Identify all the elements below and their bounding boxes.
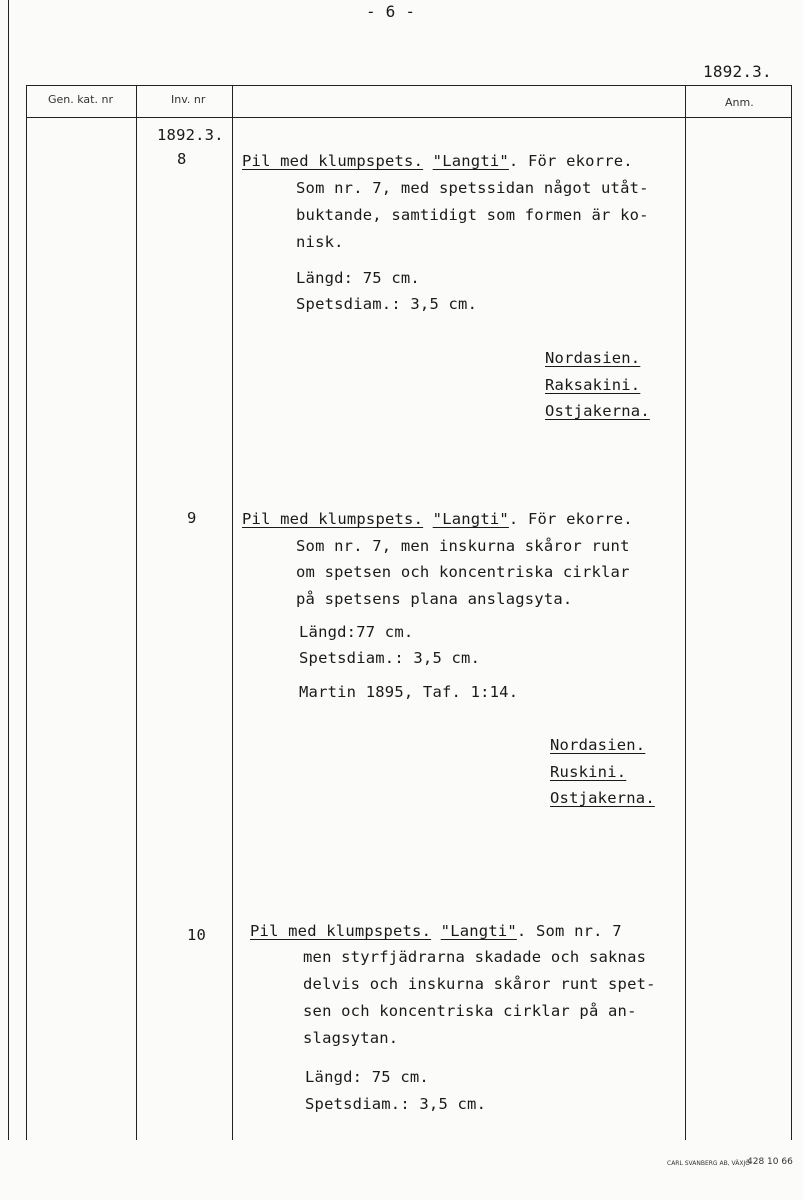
entry-title: Pil med klumpspets. bbox=[242, 510, 424, 528]
entry-people: Ostjakerna. bbox=[550, 789, 655, 807]
entry-desc-line: Som nr. 7, med spetssidan något utåt- bbox=[296, 179, 649, 197]
form-code: 428 10 66 bbox=[747, 1157, 793, 1167]
entry-name: "Langti" bbox=[440, 922, 517, 940]
entry-name: "Langti" bbox=[432, 510, 509, 528]
entry-length: Längd:77 cm. bbox=[299, 623, 414, 641]
entry-place: Raksakini. bbox=[545, 376, 641, 394]
entry-place: Ruskini. bbox=[550, 763, 627, 781]
printer-imprint: CARL SVANBERG AB, VÄXJÖ bbox=[667, 1160, 750, 1167]
entry-desc-line: sen och koncentriska cirklar på an- bbox=[303, 1002, 637, 1020]
entry-purpose: . Som nr. 7 bbox=[516, 922, 622, 940]
entry-number: 9 bbox=[187, 509, 197, 527]
header-top-line bbox=[26, 85, 792, 86]
entry-desc-line: men styrfjädrarna skadade och saknas bbox=[303, 948, 647, 966]
col-header-anm: Anm. bbox=[725, 96, 754, 109]
header-bottom-line bbox=[26, 117, 792, 118]
entry-purpose: . För ekorre. bbox=[508, 510, 633, 528]
left-margin-line bbox=[8, 0, 9, 1140]
entry-purpose: . För ekorre. bbox=[508, 152, 633, 170]
column-divider-5 bbox=[791, 85, 792, 1140]
entry-region: Nordasien. bbox=[550, 736, 646, 754]
entry-title-line bbox=[250, 922, 622, 940]
column-divider-1 bbox=[26, 85, 27, 1140]
entry-length: Längd: 75 cm. bbox=[305, 1068, 429, 1086]
entry-desc-line: på spetsens plana anslagsyta. bbox=[296, 590, 573, 608]
column-divider-4 bbox=[685, 85, 686, 1140]
col-header-gen-kat-nr: Gen. kat. nr bbox=[48, 93, 113, 106]
col-header-inv-nr: Inv. nr bbox=[171, 93, 206, 106]
entry-number: 10 bbox=[187, 926, 207, 944]
column-divider-3 bbox=[232, 85, 233, 1140]
entry-title-line bbox=[242, 152, 633, 170]
entry-diameter: Spetsdiam.: 3,5 cm. bbox=[296, 295, 478, 313]
entry-desc-line: om spetsen och koncentriska cirklar bbox=[296, 563, 630, 581]
entry-people: Ostjakerna. bbox=[545, 402, 650, 420]
entry-title-line bbox=[242, 510, 633, 528]
header-reference: 1892.3. bbox=[703, 62, 772, 81]
entry-diameter: Spetsdiam.: 3,5 cm. bbox=[305, 1095, 487, 1113]
entry-length: Längd: 75 cm. bbox=[296, 269, 420, 287]
entry-diameter: Spetsdiam.: 3,5 cm. bbox=[299, 649, 481, 667]
entry-desc-line: delvis och inskurna skåror runt spet- bbox=[303, 975, 656, 993]
entry-desc-line: nisk. bbox=[296, 233, 344, 251]
page-number: - 6 - bbox=[366, 2, 416, 21]
entry-name: "Langti" bbox=[432, 152, 509, 170]
column-divider-2 bbox=[136, 85, 137, 1140]
entry-desc-line: Som nr. 7, men inskurna skåror runt bbox=[296, 537, 630, 555]
entry-title: Pil med klumpspets. bbox=[242, 152, 424, 170]
inv-prefix: 1892.3. bbox=[157, 126, 224, 144]
entry-number: 8 bbox=[177, 150, 187, 168]
entry-region: Nordasien. bbox=[545, 349, 641, 367]
entry-desc-line: buktande, samtidigt som formen är ko- bbox=[296, 206, 649, 224]
entry-desc-line: slagsytan. bbox=[303, 1029, 399, 1047]
entry-title: Pil med klumpspets. bbox=[250, 922, 432, 940]
entry-reference: Martin 1895, Taf. 1:14. bbox=[299, 683, 519, 701]
